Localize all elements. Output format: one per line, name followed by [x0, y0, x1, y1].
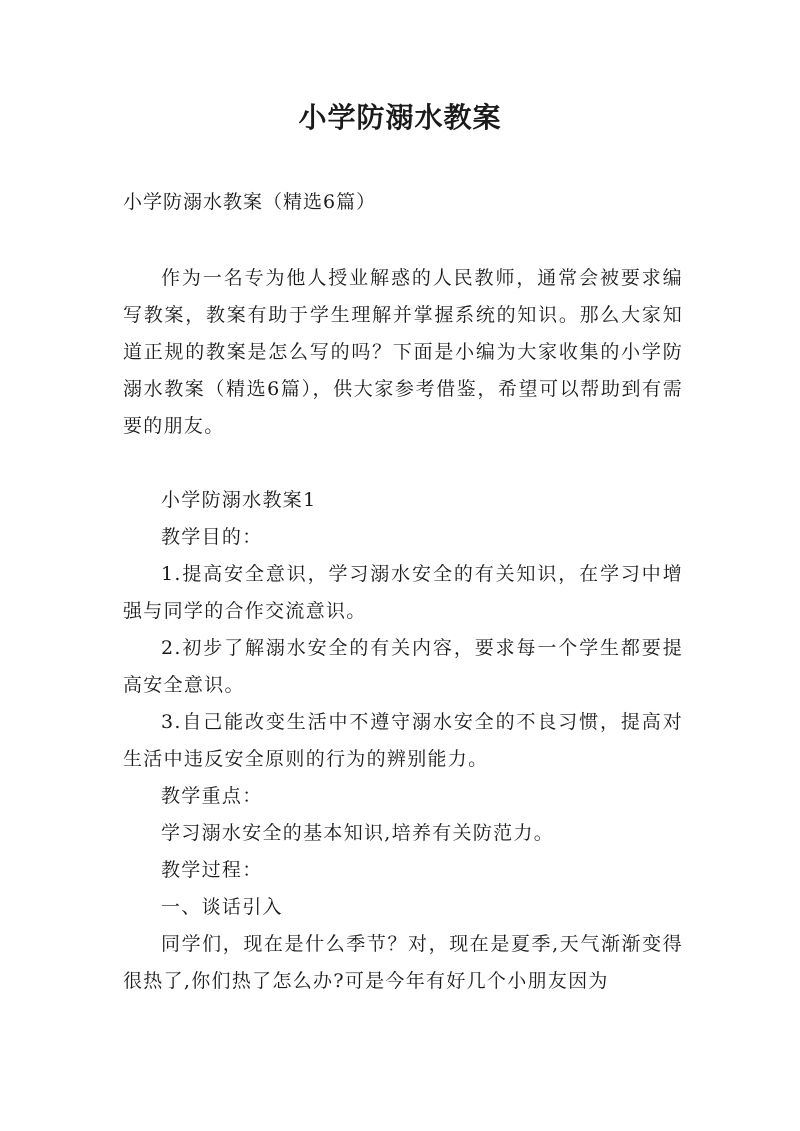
intro-paragraph: 作为一名专为他人授业解惑的人民教师，通常会被要求编写教案，教案有助于学生理解并掌握系统的知识。那么大家知道正规的教案是怎么写的吗？下面是小编为大家收集的小学防溺水教案（精选6篇），供大家参考借鉴，希望可以帮助到有需要的朋友。 [123, 267, 683, 437]
key-points-heading: 教学重点： [161, 785, 263, 807]
goal-item-3: 3.自己能改变生活中不遵守溺水安全的不良习惯，提高对生活中违反安全原则的行为的辨别能力。 [123, 711, 683, 770]
section-heading: 小学防溺水教案1 [161, 489, 317, 511]
document-subtitle: 小学防溺水教案（精选6篇） [123, 191, 377, 213]
step-1-heading: 一、谈话引入 [161, 896, 283, 918]
document-body [123, 260, 683, 1000]
paragraph-gap [123, 445, 683, 482]
goal-item-2: 2.初步了解溺水安全的有关内容，要求每一个学生都要提高安全意识。 [123, 637, 683, 696]
key-points-text: 学习溺水安全的基本知识,培养有关防范力。 [161, 822, 555, 844]
goal-item-1: 1.提高安全意识，学习溺水安全的有关知识，在学习中增强与同学的合作交流意识。 [123, 563, 683, 622]
process-heading: 教学过程： [161, 859, 263, 881]
goals-heading: 教学目的： [161, 526, 263, 548]
step-1-text: 同学们，现在是什么季节？对，现在是夏季,天气渐渐变得很热了,你们热了怎么办?可是今年有好几个小朋友因为 [123, 933, 683, 992]
document-title: 小学防溺水教案 [298, 101, 502, 134]
